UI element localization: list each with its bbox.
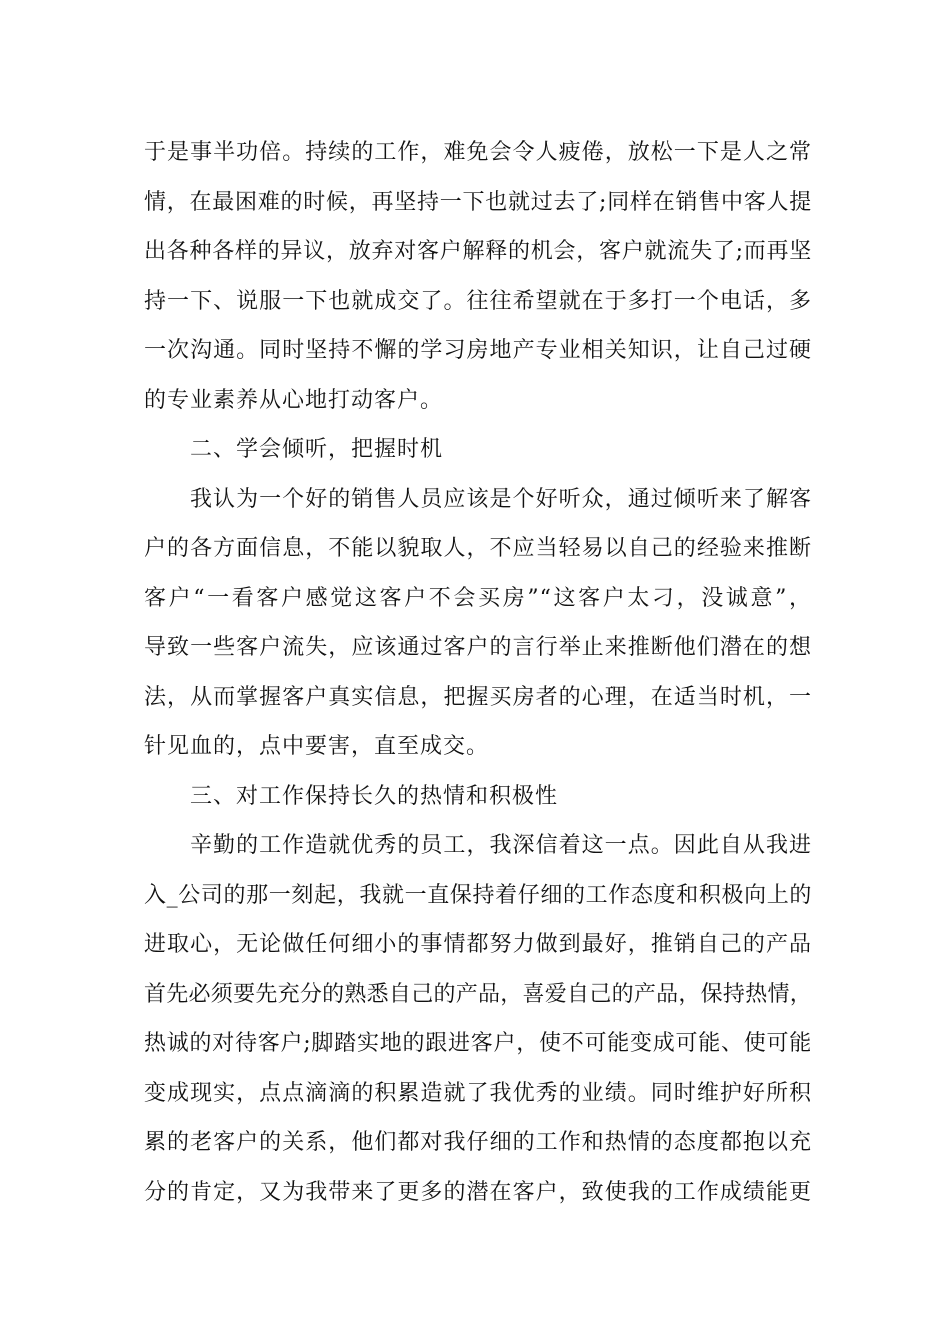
text-line: 变成现实，点点滴滴的积累造就了我优秀的业绩。同时维护好所积 xyxy=(144,1080,812,1106)
text-line: 三、对工作保持长久的热情和积极性 xyxy=(190,783,559,809)
text-line: 进取心，无论做任何细小的事情都努力做到最好，推销自己的产品 xyxy=(144,932,812,957)
text-line: 二、学会倾听，把握时机 xyxy=(190,437,444,462)
text-line: 出各种各样的异议，放弃对客户解释的机会，客户就流失了;而再坚 xyxy=(144,239,812,264)
text-line: 户的各方面信息，不能以貌取人，不应当轻易以自己的经验来推断 xyxy=(144,536,812,561)
text-line: 热诚的对待客户;脚踏实地的跟进客户，使不可能变成可能、使可能 xyxy=(144,1031,812,1056)
text-line: 分的肯定，又为我带来了更多的潜在客户，致使我的工作成绩能更 xyxy=(144,1179,812,1205)
text-line: 入_公司的那一刻起，我就一直保持着仔细的工作态度和积极向上的 xyxy=(144,882,812,908)
text-line: 于是事半功倍。持续的工作，难免会令人疲倦，放松一下是人之常 xyxy=(144,140,812,165)
text-line: 客户“一看客户感觉这客户不会买房”“这客户太刁，没诚意”， xyxy=(144,585,812,611)
text-line: 首先必须要先充分的熟悉自己的产品，喜爱自己的产品，保持热情， xyxy=(144,981,812,1007)
text-line: 持一下、说服一下也就成交了。往往希望就在于多打一个电话，多 xyxy=(144,288,812,314)
text-line: 导致一些客户流失，应该通过客户的言行举止来推断他们潜在的想 xyxy=(144,635,812,660)
text-line: 的专业素养从心地打动客户。 xyxy=(144,387,444,413)
text-line: 情，在最困难的时候，再坚持一下也就过去了;同样在销售中客人提 xyxy=(144,189,812,215)
text-line: 累的老客户的关系，他们都对我仔细的工作和热情的态度都抱以充 xyxy=(144,1130,812,1155)
document-body xyxy=(144,128,812,1217)
text-line: 辛勤的工作造就优秀的员工，我深信着这一点。因此自从我进 xyxy=(190,833,812,858)
text-line: 一次沟通。同时坚持不懈的学习房地产专业相关知识，让自己过硬 xyxy=(144,338,812,363)
text-line: 针见血的，点中要害，直至成交。 xyxy=(144,734,490,759)
text-line: 法，从而掌握客户真实信息，把握买房者的心理，在适当时机，一 xyxy=(144,684,812,710)
text-line: 我认为一个好的销售人员应该是个好听众，通过倾听来了解客 xyxy=(190,486,812,512)
